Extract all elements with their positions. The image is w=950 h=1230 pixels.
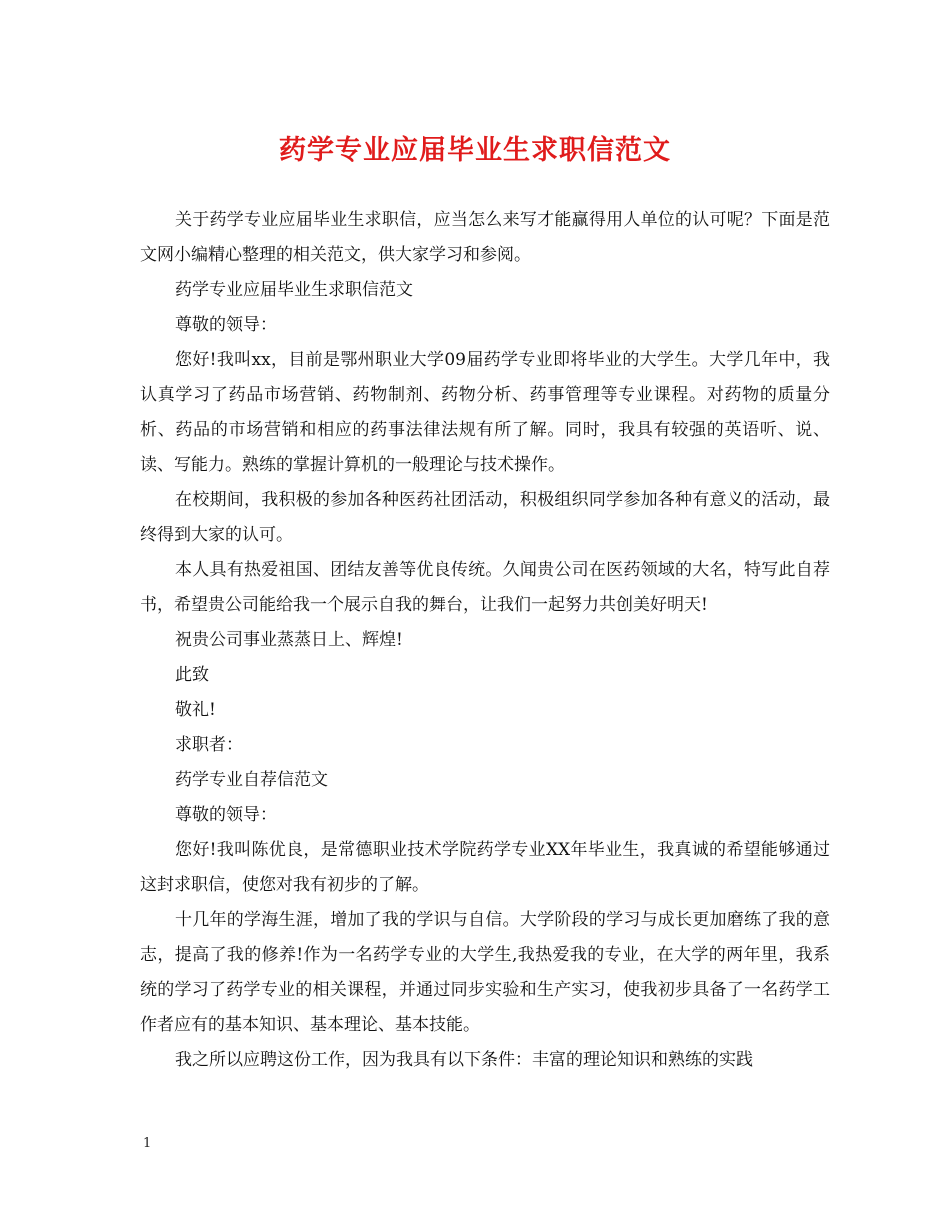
letter-1-heading: 药学专业应届毕业生求职信范文 <box>175 280 413 300</box>
letter-2-salutation: 尊敬的领导： <box>175 805 277 825</box>
letter-1-wish: 祝贵公司事业蒸蒸日上、辉煌! <box>175 630 403 650</box>
letter-2-paragraph: 十几年的学海生涯，增加了我的学识与自信。大学阶段的学习与成长更加磨练了我的意志，提高了我的修养!作为一名药学专业的大学生,我热爱我的专业，在大学的两年里，我系统的学习了药学专业的相关课程，并通过同步实验和生产实习，使我初步具备了一名药学工作者应有的基本知识、基本理论、基本技能。 <box>140 910 830 1035</box>
letter-1-paragraph: 您好!我叫xx，目前是鄂州职业大学09届药学专业即将毕业的大学生。大学几年中，我认真学习了药品市场营销、药物制剂、药物分析、药事管理等专业课程。对药物的质量分析、药品的市场营销和相应的药事法律法规有所了解。同时，我具有较强的英语听、说、读、写能力。熟练的掌握计算机的一般理论与技术操作。 <box>140 350 830 475</box>
letter-1-regards: 敬礼! <box>175 700 216 720</box>
letter-1-closing: 此致 <box>175 665 209 685</box>
intro-paragraph: 关于药学专业应届毕业生求职信，应当怎么来写才能赢得用人单位的认可呢？下面是范文网小编精心整理的相关范文，供大家学习和参阅。 <box>140 210 830 265</box>
letter-1-paragraph: 在校期间，我积极的参加各种医药社团活动，积极组织同学参加各种有意义的活动，最终得到大家的认可。 <box>140 490 830 545</box>
letter-1-signature: 求职者： <box>175 735 243 755</box>
letter-1-paragraph: 本人具有热爱祖国、团结友善等优良传统。久闻贵公司在医药领域的大名，特写此自荐书，希望贵公司能给我一个展示自我的舞台，让我们一起努力共创美好明天! <box>140 560 830 615</box>
letter-2-heading: 药学专业自荐信范文 <box>175 770 328 790</box>
letter-2-paragraph: 我之所以应聘这份工作，因为我具有以下条件：丰富的理论知识和熟练的实践 <box>175 1050 753 1070</box>
letter-2-paragraph: 您好!我叫陈优良，是常德职业技术学院药学专业XX年毕业生，我真诚的希望能够通过这封求职信，使您对我有初步的了解。 <box>140 840 830 895</box>
document-title: 药学专业应届毕业生求职信范文 <box>279 135 671 166</box>
page-number: 1 <box>143 1136 152 1151</box>
letter-1-salutation: 尊敬的领导： <box>175 315 277 335</box>
document-body <box>140 203 830 1078</box>
